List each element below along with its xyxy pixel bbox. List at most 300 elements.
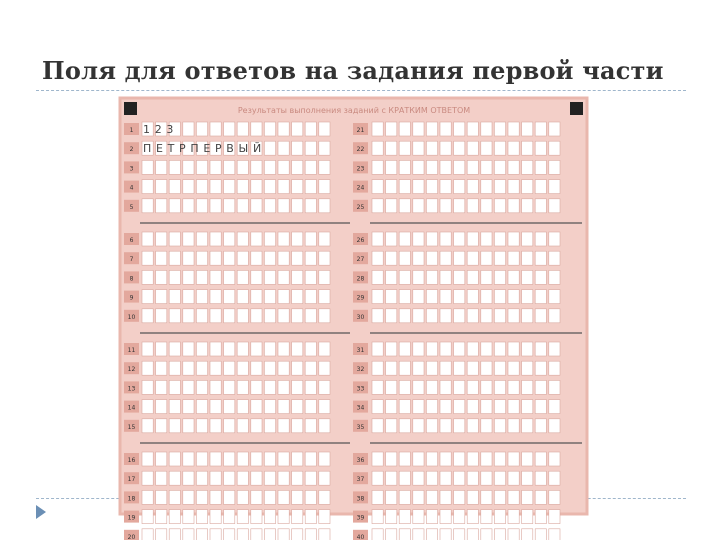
answer-cell [467, 452, 478, 466]
answer-cell [549, 529, 560, 540]
answer-cell [278, 510, 289, 524]
answer-cell [156, 290, 167, 304]
answer-cell [156, 309, 167, 323]
answer-cell [413, 290, 424, 304]
answer-cell [440, 510, 451, 524]
answer-cell [426, 380, 437, 394]
answer-cell [264, 270, 275, 284]
answer-cell [210, 400, 221, 414]
answer-cell [549, 290, 560, 304]
answer-cell [467, 199, 478, 213]
answer-cell [196, 251, 207, 265]
answer-cell [237, 419, 248, 433]
answer-cell [454, 180, 465, 194]
answer-cell [494, 380, 505, 394]
answer-cell [156, 419, 167, 433]
answer-cell [169, 180, 180, 194]
answer-cell [237, 309, 248, 323]
answer-cell [210, 452, 221, 466]
answer-cell [237, 510, 248, 524]
answer-cell [142, 471, 153, 485]
answer-cell [278, 452, 289, 466]
answer-cell [292, 199, 303, 213]
answer-cell [508, 232, 519, 246]
answer-cell [224, 199, 235, 213]
answer-cell [264, 141, 275, 155]
answer-cell [292, 380, 303, 394]
answer-cell [522, 510, 533, 524]
answer-cell [481, 529, 492, 540]
answer-cell [522, 419, 533, 433]
answer-cell [440, 380, 451, 394]
answer-cell [305, 490, 316, 504]
answer-cell [481, 199, 492, 213]
answer-cell [319, 419, 330, 433]
answer-cell [292, 471, 303, 485]
answer-cell [508, 342, 519, 356]
answer-cell [454, 160, 465, 174]
answer-cell [386, 380, 397, 394]
answer-cell [467, 251, 478, 265]
answer-cell [426, 342, 437, 356]
answer-cell [237, 452, 248, 466]
answer-cell [413, 309, 424, 323]
answer-cell [481, 361, 492, 375]
answer-cell [454, 270, 465, 284]
task-number: 32 [356, 366, 365, 374]
answer-cell [196, 309, 207, 323]
answer-cell [224, 529, 235, 540]
corner-marker-left [124, 102, 137, 115]
answer-cell [278, 400, 289, 414]
answer-cell [237, 342, 248, 356]
answer-cell [467, 232, 478, 246]
answer-cell [237, 122, 248, 136]
answer-cell [508, 141, 519, 155]
answer-cell [494, 290, 505, 304]
answer-cell [481, 290, 492, 304]
task-number: 11 [127, 347, 136, 354]
answer-cell [224, 232, 235, 246]
answer-cell [440, 160, 451, 174]
answer-cell [372, 510, 383, 524]
answer-cell [278, 122, 289, 136]
answer-cell [183, 180, 194, 194]
answer-cell [454, 510, 465, 524]
task-number: 27 [356, 256, 365, 264]
task-number: 29 [356, 294, 365, 302]
answer-cell [278, 270, 289, 284]
answer-cell [305, 180, 316, 194]
answer-cell [399, 361, 410, 375]
answer-cell [413, 529, 424, 540]
answer-cell [399, 471, 410, 485]
answer-cell [454, 199, 465, 213]
answer-cell [522, 380, 533, 394]
answer-cell [481, 342, 492, 356]
answer-cell [278, 180, 289, 194]
answer-cell [305, 141, 316, 155]
answer-cell [237, 270, 248, 284]
answer-cell [142, 290, 153, 304]
answer-cell [196, 529, 207, 540]
answer-cell [399, 122, 410, 136]
answer-cell [251, 510, 262, 524]
answer-cell [413, 419, 424, 433]
answer-cell [549, 232, 560, 246]
answer-cell [454, 471, 465, 485]
task-number: 2 [129, 146, 134, 154]
answer-cell [386, 342, 397, 356]
answer-cell [522, 490, 533, 504]
answer-cell [156, 471, 167, 485]
answer-cell [467, 309, 478, 323]
answer-cell [467, 342, 478, 356]
answer-cell [142, 510, 153, 524]
answer-cell [494, 400, 505, 414]
answer-cell [196, 160, 207, 174]
answer-cell [292, 490, 303, 504]
answer-cell [319, 490, 330, 504]
answer-cell [426, 309, 437, 323]
answer-cell [372, 180, 383, 194]
answer-cell [210, 419, 221, 433]
answer-cell [305, 309, 316, 323]
answer-cell [183, 419, 194, 433]
answer-cell [196, 290, 207, 304]
answer-cell [426, 270, 437, 284]
answer-cell [413, 122, 424, 136]
answer-cell [224, 380, 235, 394]
answer-cell [251, 122, 262, 136]
task-number: 13 [127, 385, 136, 393]
answer-cell [196, 419, 207, 433]
answer-cell [142, 199, 153, 213]
answer-cell [278, 380, 289, 394]
answer-cell [278, 160, 289, 174]
task-number: 39 [356, 514, 365, 522]
answer-cell [413, 141, 424, 155]
answer-cell [522, 160, 533, 174]
answer-cell [237, 490, 248, 504]
answer-cell [535, 199, 546, 213]
answer-cell [535, 160, 546, 174]
answer-cell [210, 122, 221, 136]
answer-cell [454, 452, 465, 466]
answer-cell [237, 199, 248, 213]
answer-cell [535, 122, 546, 136]
answer-cell [386, 471, 397, 485]
answer-cell [467, 529, 478, 540]
answer-cell [386, 529, 397, 540]
task-number: 34 [356, 404, 365, 412]
answer-cell [399, 510, 410, 524]
answer-cell [183, 380, 194, 394]
answer-cell [183, 529, 194, 540]
answer-cell [210, 361, 221, 375]
answer-cell [372, 290, 383, 304]
task-number: 23 [356, 165, 365, 173]
answer-cell [264, 180, 275, 194]
answer-cell [549, 380, 560, 394]
task-number: 37 [356, 476, 365, 484]
answer-cell [251, 342, 262, 356]
answer-cell [251, 361, 262, 375]
answer-cell [426, 471, 437, 485]
answer-cell [549, 490, 560, 504]
answer-cell [156, 510, 167, 524]
answer-cell [156, 180, 167, 194]
answer-cell [169, 490, 180, 504]
answer-cell [399, 180, 410, 194]
answer-cell [264, 419, 275, 433]
answer-cell [413, 400, 424, 414]
answer-cell [494, 180, 505, 194]
answer-cell [224, 160, 235, 174]
answer-cell [454, 251, 465, 265]
task-number: 25 [356, 203, 365, 211]
answer-cell [278, 309, 289, 323]
answer-cell [426, 290, 437, 304]
answer-cell [386, 122, 397, 136]
answer-cell [183, 510, 194, 524]
answer-cell [210, 471, 221, 485]
answer-cell [183, 232, 194, 246]
answer-cell [372, 141, 383, 155]
answer-cell [305, 452, 316, 466]
answer-cell [169, 529, 180, 540]
answer-cell [156, 251, 167, 265]
answer-cell [196, 180, 207, 194]
answer-cell [169, 510, 180, 524]
answer-cell [142, 361, 153, 375]
answer-cell [183, 290, 194, 304]
answer-cell [481, 180, 492, 194]
answer-cell [237, 380, 248, 394]
answer-cell [508, 251, 519, 265]
answer-cell [224, 400, 235, 414]
answer-cell [264, 251, 275, 265]
answer-cell [292, 160, 303, 174]
answer-cell [413, 232, 424, 246]
answer-cell [278, 342, 289, 356]
answer-cell [413, 251, 424, 265]
answer-cell [251, 471, 262, 485]
answer-cell [224, 452, 235, 466]
answer-cell [494, 342, 505, 356]
sample-answer: П Е Т Р П Е Р В Ы Й [143, 142, 262, 156]
triangle-bullet-icon [36, 505, 48, 519]
answer-cell [467, 380, 478, 394]
answer-cell [494, 141, 505, 155]
answer-cell [426, 510, 437, 524]
answer-cell [535, 490, 546, 504]
answer-cell [494, 251, 505, 265]
answer-cell [237, 400, 248, 414]
answer-cell [251, 160, 262, 174]
answer-cell [413, 471, 424, 485]
answer-cell [454, 342, 465, 356]
answer-cell [278, 529, 289, 540]
answer-cell [440, 270, 451, 284]
task-number: 40 [356, 533, 365, 540]
answer-cell [454, 141, 465, 155]
answer-cell [467, 290, 478, 304]
answer-cell [278, 361, 289, 375]
answer-cell [440, 180, 451, 194]
task-number: 10 [127, 313, 136, 321]
answer-cell [535, 232, 546, 246]
task-number: 33 [356, 385, 365, 393]
answer-cell [467, 361, 478, 375]
answer-cell [549, 122, 560, 136]
answer-cell [481, 251, 492, 265]
answer-cell [224, 290, 235, 304]
answer-cell [535, 471, 546, 485]
answer-cell [292, 141, 303, 155]
answer-cell [522, 400, 533, 414]
answer-cell [210, 380, 221, 394]
answer-cell [169, 309, 180, 323]
answer-cell [251, 180, 262, 194]
answer-cell [494, 309, 505, 323]
answer-cell [156, 361, 167, 375]
answer-cell [399, 141, 410, 155]
task-number: 14 [127, 404, 136, 412]
answer-cell [399, 380, 410, 394]
answer-cell [549, 270, 560, 284]
answer-cell [169, 380, 180, 394]
answer-cell [413, 510, 424, 524]
answer-cell [372, 309, 383, 323]
answer-cell [142, 452, 153, 466]
answer-cell [156, 380, 167, 394]
answer-cell [251, 199, 262, 213]
answer-cell [292, 290, 303, 304]
answer-cell [319, 160, 330, 174]
answer-cell [535, 419, 546, 433]
answer-cell [426, 419, 437, 433]
task-number: 17 [127, 476, 136, 484]
answer-cell [508, 400, 519, 414]
answer-cell [481, 452, 492, 466]
answer-cell [264, 160, 275, 174]
answer-cell [386, 419, 397, 433]
answer-cell [535, 309, 546, 323]
answer-cell [508, 290, 519, 304]
answer-cell [386, 290, 397, 304]
answer-cell [292, 400, 303, 414]
answer-cell [251, 232, 262, 246]
answer-cell [535, 141, 546, 155]
answer-cell [278, 490, 289, 504]
answer-cell [508, 199, 519, 213]
answer-cell [142, 180, 153, 194]
task-number: 1 [129, 127, 134, 134]
answer-cell [467, 419, 478, 433]
answer-cell [292, 122, 303, 136]
answer-cell [142, 490, 153, 504]
answer-cell [292, 309, 303, 323]
answer-cell [372, 400, 383, 414]
task-number: 8 [129, 275, 134, 283]
answer-cell [196, 342, 207, 356]
answer-cell [494, 122, 505, 136]
answer-cell [224, 471, 235, 485]
answer-cell [386, 361, 397, 375]
title-divider [36, 90, 686, 91]
answer-cell [386, 180, 397, 194]
answer-cell [481, 270, 492, 284]
answer-cell [183, 251, 194, 265]
answer-cell [196, 232, 207, 246]
answer-cell [549, 309, 560, 323]
answer-cell [372, 270, 383, 284]
answer-cell [426, 529, 437, 540]
answer-cell [264, 529, 275, 540]
answer-cell [224, 270, 235, 284]
answer-cell [413, 160, 424, 174]
answer-cell [251, 251, 262, 265]
answer-cell [426, 122, 437, 136]
task-number: 18 [127, 495, 136, 503]
task-number: 24 [356, 184, 365, 192]
answer-cell [386, 400, 397, 414]
answer-cell [481, 380, 492, 394]
answer-cell [372, 529, 383, 540]
answer-cell [549, 400, 560, 414]
answer-cell [549, 160, 560, 174]
answer-cell [481, 232, 492, 246]
answer-cell [305, 529, 316, 540]
answer-cell [535, 452, 546, 466]
answer-cell [142, 342, 153, 356]
answer-cell [440, 419, 451, 433]
answer-cell [210, 309, 221, 323]
answer-cell [264, 232, 275, 246]
answer-cell [413, 490, 424, 504]
answer-cell [237, 160, 248, 174]
task-number: 22 [356, 146, 365, 154]
answer-cell [251, 419, 262, 433]
answer-cell [399, 270, 410, 284]
task-number: 6 [129, 237, 134, 244]
answer-cell [224, 510, 235, 524]
answer-cell [440, 361, 451, 375]
answer-cell [535, 290, 546, 304]
answer-cell [372, 471, 383, 485]
answer-cell [440, 452, 451, 466]
answer-cell [522, 141, 533, 155]
answer-cell [426, 251, 437, 265]
answer-cell [440, 290, 451, 304]
answer-cell [169, 361, 180, 375]
answer-cell [278, 471, 289, 485]
answer-cell [386, 510, 397, 524]
answer-cell [196, 490, 207, 504]
answer-cell [210, 529, 221, 540]
answer-cell [372, 419, 383, 433]
answer-cell [156, 342, 167, 356]
answer-cell [305, 160, 316, 174]
answer-cell [467, 400, 478, 414]
answer-cell [467, 471, 478, 485]
answer-cell [372, 199, 383, 213]
answer-cell [278, 251, 289, 265]
task-number: 38 [356, 495, 365, 503]
answer-cell [386, 199, 397, 213]
answer-cell [169, 232, 180, 246]
